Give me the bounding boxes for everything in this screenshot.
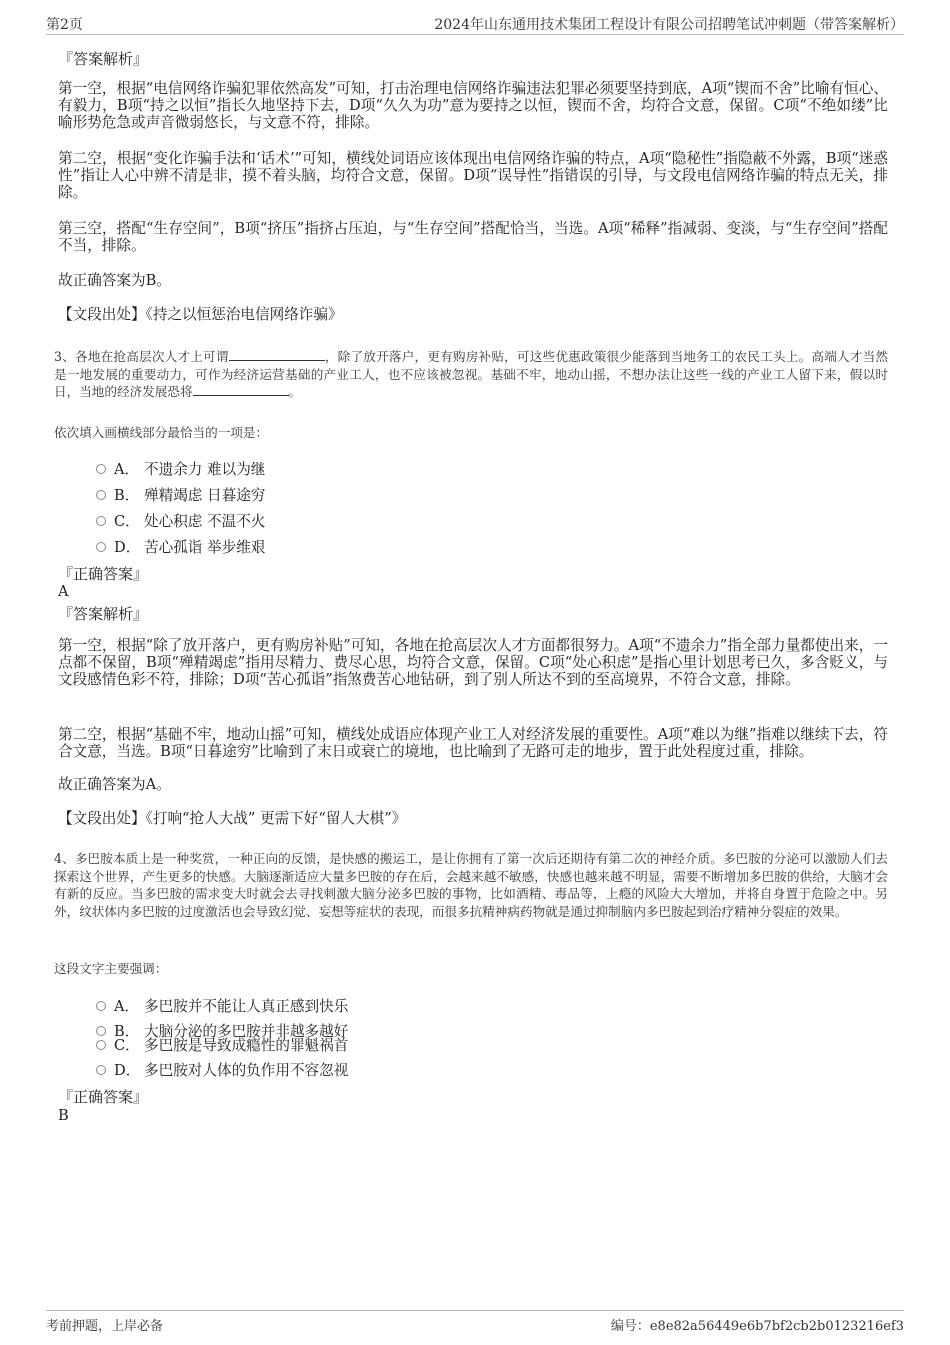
analysis-paragraph: 第一空，根据“电信网络诈骗犯罪依然高发”可知，打击治理电信网络诈骗违法犯罪必须要坚持到底，A项“锲而不舍”比喻有恒心、有毅力，B项“持之以恒”指长久地坚持下去，D项“久久为功”意为要持之以恒，锲而不舍，均符合文意，保留。C项“不绝如缕”比喻形势危急或声音微弱悠长，与文意不符，排除。 [58,80,888,131]
footer-slogan: 考前押题，上岸必备 [46,1319,164,1334]
analysis-label: 『答案解析』 [58,605,149,623]
analysis-paragraph: 第一空，根据“除了放开落户，更有购房补贴”可知，各地在抢高层次人才方面都很努力。A项“不遗余力”指全部力量都使出来，一点都不保留，B项“殚精竭虑”指用尽精力、费尽心思，均符合文意，保留。C项“处心积虑”是指心里计划思考已久，多含贬义，与文段感情色彩不符，排除；D项“苦心孤诣”指煞费苦心地钻研，到了别人所达不到的至高境界，不符合文意，排除。 [58,637,888,688]
radio-icon[interactable] [96,516,106,526]
question-prompt: 这段文字主要强调： [54,961,168,976]
answer-conclusion: 故正确答案为B。 [58,272,171,289]
radio-icon[interactable] [96,1040,106,1050]
correct-answer: B [58,1107,69,1124]
correct-answer-label: 『正确答案』 [58,565,149,583]
source-citation: 【文段出处】《打响“抢人大战” 更需下好“留人大棋”》 [58,810,407,827]
analysis-paragraph: 第二空，根据“变化诈骗手法和‘话术’”可知，横线处词语应该体现出电信网络诈骗的特点，A项“隐秘性”指隐蔽不外露，B项“迷惑性”指让人心中辨不清是非，摸不着头脑，均符合文意，保留。D项“误导性”指错误的引导，与文段电信网络诈骗的特点无关，排除。 [58,150,888,201]
radio-icon[interactable] [96,1065,106,1075]
stem-text: 3、各地在抢高层次人才上可谓 [54,349,229,364]
correct-answer: A [58,583,69,600]
question-prompt: 依次填入画横线部分最恰当的一项是： [54,425,269,440]
correct-answer-label: 『正确答案』 [58,1088,149,1106]
radio-icon[interactable] [96,1001,106,1011]
analysis-label: 『答案解析』 [58,50,149,68]
option-d[interactable]: D． 苦心孤诣 举步维艰 [96,536,265,556]
option-b[interactable]: B． 大脑分泌的多巴胺并非越多越好 [96,1020,348,1040]
document-title: 2024年山东通用技术集团工程设计有限公司招聘笔试冲刺题（带答案解析） [434,17,904,33]
page-header [46,10,904,35]
option-b[interactable]: B． 殚精竭虑 日暮途穷 [96,484,265,504]
analysis-paragraph: 第三空，搭配“生存空间”，B项“挤压”指挤占压迫，与“生存空间”搭配恰当，当选。A项“稀释”指减弱、变淡，与“生存空间”搭配不当，排除。 [58,220,888,254]
fill-blank [193,383,289,396]
radio-icon[interactable] [96,464,106,474]
answer-conclusion: 故正确答案为A。 [58,776,171,793]
stem-text: ，除了放开落户，更有购房补贴，可这些优惠政策很少能落到当地务工的农民工头上。高端人才当然是一地发展的重要动力，可作为经济运营基础的产业工人，也不应该被忽视。基础不牢，地动山摇，不想办法让这些一线的产业工人留下来，假以时日，当地的经济发展恐将 [54,349,889,399]
radio-icon[interactable] [96,542,106,552]
source-citation: 【文段出处】《持之以恒惩治电信网络诈骗》 [58,306,343,323]
option-a[interactable]: A． 多巴胺并不能让人真正感到快乐 [96,995,348,1015]
option-c[interactable]: C． 多巴胺是导致成瘾性的罪魁祸首 [96,1034,348,1054]
question-stem: 4、多巴胺本质上是一种奖赏，一种正向的反馈，是快感的搬运工，是让你拥有了第一次后还期待有第二次的神经介质。多巴胺的分泌可以激励人们去探索这个世界，产生更多的快感。大脑逐渐适应大量多巴胺的存在后，会越来越不敏感，快感也越来越不明显，需要不断增加多巴胺的供给，大脑才会有新的反应。当多巴胺的需求变大时就会去寻找刺激大脑分泌多巴胺的事物，比如酒精、毒品等，上瘾的风险大大增加，并将自身置于危险之中。另外，纹状体内多巴胺的过度激活也会导致幻觉、妄想等症状的表现，而很多抗精神病药物就是通过抑制脑内多巴胺起到治疗精神分裂症的效果。 [54,851,888,919]
radio-icon[interactable] [96,490,106,500]
option-a[interactable]: A． 不遗余力 难以为继 [96,458,265,478]
analysis-paragraph: 第二空，根据“基础不牢，地动山摇”可知，横线处成语应体现产业工人对经济发展的重要性。A项“难以为继”指难以继续下去，符合文意，当选。B项“日暮途穷”比喻到了末日或衰亡的境地，也比喻到了无路可走的地步，置于此处程度过重，排除。 [58,726,888,760]
stem-text: 。 [288,384,302,399]
option-c[interactable]: C． 处心积虑 不温不火 [96,510,265,530]
document-id: 编号：e8e82a56449e6b7bf2cb2b0123216ef3 [610,1319,904,1334]
page-footer [46,1310,904,1335]
fill-blank [229,348,325,361]
page-number: 第2页 [46,17,83,33]
question-stem [54,348,888,401]
option-d[interactable]: D． 多巴胺对人体的负作用不容忽视 [96,1059,348,1079]
